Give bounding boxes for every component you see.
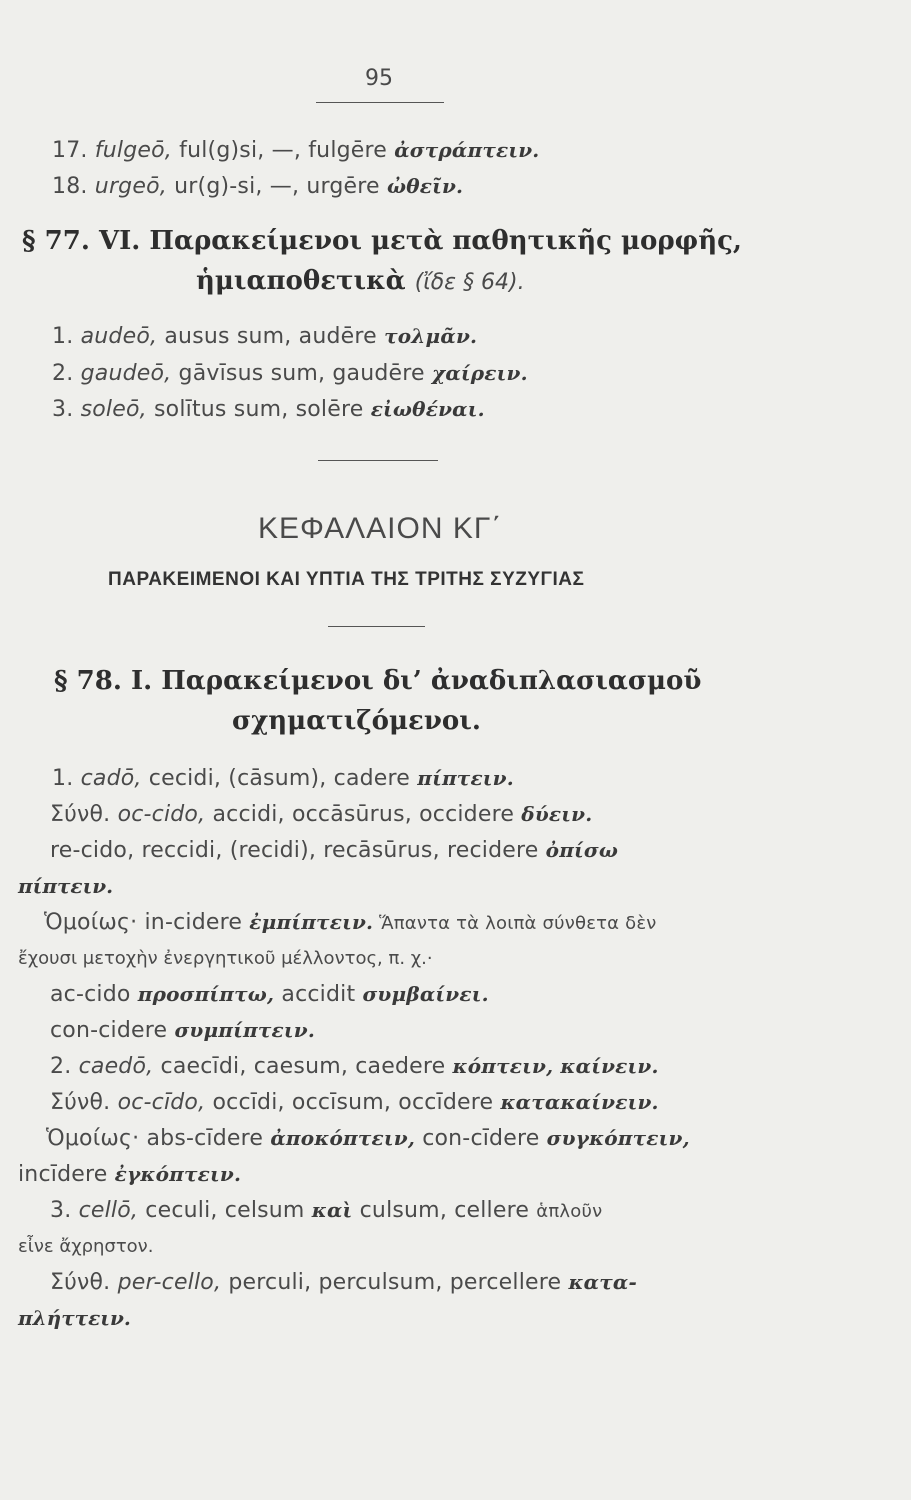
body-line-10 [50, 1090, 659, 1115]
greek-note: Ἅπαντα τὰ λοιπὰ σύνθετα δὲν [373, 913, 657, 934]
latin-lemma: oc-cīdo, [110, 1090, 206, 1115]
section-title: Παρακείμενοι μετὰ παθητικῆς μορφῆς, [149, 226, 742, 256]
forms: solītus sum, solēre [146, 397, 371, 422]
body-line-5 [44, 910, 657, 935]
forms: caecīdi, caesum, caedere [153, 1054, 453, 1079]
entry-number: 18. [52, 174, 88, 199]
greek-gloss: ἀποκόπτειν, [270, 1126, 416, 1150]
greek-gloss: κατακαίνειν. [500, 1090, 659, 1114]
section-number: § 78. [54, 666, 122, 696]
greek-gloss: ἀστράπτειν. [394, 138, 540, 162]
compound-label: Σύνθ. [50, 1090, 111, 1115]
body-line-4: πίπτειν. [18, 874, 114, 898]
body-line-14: εἶνε ἄχρηστον. [18, 1236, 154, 1257]
latin-lemma: cellō, [78, 1198, 139, 1223]
greek-gloss: κατα- [568, 1270, 637, 1294]
entry-number: 3. [50, 1198, 72, 1223]
section-77-heading [22, 226, 742, 256]
forms: occīdi, occīsum, occīdere [205, 1090, 501, 1115]
section-title-cont: ἡμιαποθετικὰ [196, 266, 406, 296]
compound-label: Σύνθ. [50, 802, 111, 827]
greek-gloss: ἐμπίπτειν. [249, 910, 374, 934]
section-number: § 77. [22, 226, 90, 256]
greek-gloss: εἰωθέναι. [370, 397, 485, 421]
greek-gloss: ὠθεῖν. [386, 174, 464, 198]
forms: culsum, cellere [352, 1198, 537, 1223]
latin-lemma: gaudeō, [80, 361, 172, 386]
greek-word: καὶ [311, 1198, 353, 1222]
body-line-7 [50, 982, 489, 1007]
chapter-title: ΚΕΦΑΛΑΙΟΝ ΚΓ΄ [258, 512, 503, 545]
divider-1 [318, 460, 438, 461]
adverb-label: Ὁμοίως· [44, 910, 138, 935]
forms: abs-cīdere [139, 1126, 271, 1151]
forms: ceculi, celsum [138, 1198, 312, 1223]
greek-gloss: συμπίπτειν. [174, 1018, 315, 1042]
body-line-12 [18, 1162, 241, 1187]
body-line-16: πλήττειν. [18, 1306, 131, 1330]
page-number: 95 [365, 66, 393, 91]
entry-77-1 [52, 324, 477, 349]
section-ref: (ἴδε § 64). [414, 270, 525, 295]
forms: re-cido, reccidi, (recidi), recāsūrus, recidere [50, 838, 546, 863]
entry-number: 2. [52, 361, 74, 386]
entry-number: 1. [52, 766, 74, 791]
entry-number: 17. [52, 138, 88, 163]
entry-number: 1. [52, 324, 74, 349]
entry-number: 2. [50, 1054, 72, 1079]
forms: in-cidere [137, 910, 250, 935]
body-line-1 [52, 766, 514, 791]
forms: con-cidere [50, 1018, 175, 1043]
divider-2 [328, 626, 425, 627]
chapter-subtitle: ΠΑΡΑΚΕΙΜΕΝΟΙ ΚΑΙ ΥΠΤΙΑ ΤΗΣ ΤΡΙΤΗΣ ΣΥΖΥΓΙΑΣ [108, 569, 585, 590]
greek-gloss: κόπτειν, καίνειν. [452, 1054, 659, 1078]
entry-17 [52, 138, 539, 163]
section-77-heading-cont [196, 266, 525, 296]
section-78-heading [54, 666, 701, 696]
body-line-11 [46, 1126, 690, 1151]
forms: ausus sum, audēre [157, 324, 385, 349]
greek-note: ἁπλοῦν [536, 1201, 603, 1222]
latin-lemma: fulgeō, [94, 138, 172, 163]
latin-lemma: cadō, [80, 766, 142, 791]
section-78-heading-cont: σχηματιζόμενοι. [232, 706, 481, 736]
entry-77-2 [52, 361, 528, 386]
forms: ful(g)si, —, fulgēre [171, 138, 395, 163]
body-line-2 [50, 802, 592, 827]
forms: accidit [274, 982, 363, 1007]
latin-lemma: oc-cido, [110, 802, 206, 827]
greek-gloss: ὀπίσω [545, 838, 619, 862]
greek-gloss: δύειν. [521, 802, 593, 826]
body-line-13 [50, 1198, 602, 1223]
section-roman: I. [130, 666, 153, 696]
forms: cecidi, (cāsum), cadere [141, 766, 418, 791]
compound-label: Σύνθ. [50, 1270, 111, 1295]
entry-77-3 [52, 397, 485, 422]
forms: ac-cido [50, 982, 138, 1007]
forms: ur(g)-si, —, urgēre [166, 174, 387, 199]
greek-gloss: πίπτειν. [417, 766, 514, 790]
body-line-6: ἔχουσι μετοχὴν ἐνεργητικοῦ μέλλοντος, π. χ.· [18, 948, 433, 969]
forms: gāvīsus sum, gaudēre [171, 361, 432, 386]
forms: con-cīdere [415, 1126, 547, 1151]
forms: perculi, perculsum, percellere [221, 1270, 569, 1295]
latin-lemma: caedō, [78, 1054, 154, 1079]
entry-number: 3. [52, 397, 74, 422]
latin-lemma: soleō, [80, 397, 147, 422]
greek-gloss: προσπίπτω, [137, 982, 275, 1006]
section-title: Παρακείμενοι δι’ ἀναδιπλασιασμοῦ [161, 666, 702, 696]
latin-lemma: per-cello, [110, 1270, 222, 1295]
greek-gloss: τολμᾶν. [384, 324, 478, 348]
entry-18 [52, 174, 463, 199]
body-line-8 [50, 1018, 315, 1043]
greek-gloss: συμβαίνει. [362, 982, 489, 1006]
latin-lemma: urgeō, [94, 174, 167, 199]
body-line-3 [50, 838, 618, 863]
greek-gloss: ἐγκόπτειν. [114, 1162, 242, 1186]
body-line-9 [50, 1054, 659, 1079]
forms: incīdere [18, 1162, 115, 1187]
greek-gloss: χαίρειν. [431, 361, 528, 385]
adverb-label: Ὁμοίως· [46, 1126, 140, 1151]
greek-gloss: συγκόπτειν, [546, 1126, 690, 1150]
body-line-15 [50, 1270, 637, 1295]
section-roman: VI. [98, 226, 141, 256]
header-rule [316, 102, 444, 103]
forms: accidi, occāsūrus, occidere [205, 802, 522, 827]
latin-lemma: audeō, [80, 324, 158, 349]
